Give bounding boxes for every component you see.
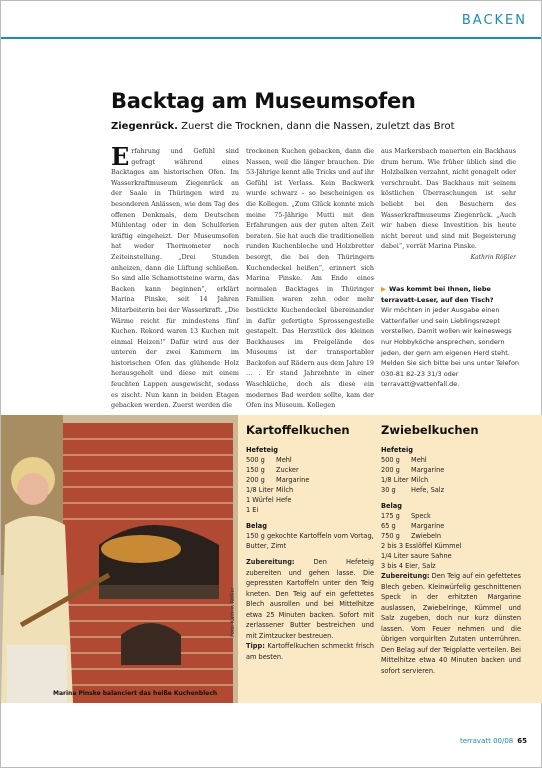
topping-text: 150 g gekochte Kartoffeln vom Vortag, Butter, Zimt bbox=[246, 532, 374, 550]
ingredient-name: Mehl bbox=[411, 456, 427, 464]
ingredient-qty: 175 g bbox=[381, 512, 400, 520]
instructions bbox=[381, 571, 521, 676]
instructions-text: Den Teig auf ein gefettetes Blech geben. Kleinwürfelig geschnittenen Speck in der erhitzten Margarine auslassen, Zwiebelringe, Kümmel und Salz zugeben, doch nur kurz dünsten lassen. Vom Feuer nehmen und die übrigen vorquirlten Zutaten unterrühren. Den Belag auf der Teigplatte verteilen. Bei Mittelhitze etwa 40 Minuten backen und sofort servieren. bbox=[381, 572, 522, 675]
ingredient-row bbox=[246, 475, 374, 485]
dough-heading: Hefeteig bbox=[246, 446, 278, 454]
ingredient-row bbox=[381, 455, 521, 465]
instructions-label: Zubereitung: bbox=[246, 558, 295, 566]
subline-place: Ziegenrück. bbox=[111, 121, 178, 132]
ingredient-row bbox=[246, 485, 374, 495]
ingredient-name: Margarine bbox=[276, 476, 310, 484]
article-column-1 bbox=[111, 142, 239, 411]
subline-text: Zuerst die Trocknen, dann die Nassen, zuletzt das Brot bbox=[177, 121, 455, 132]
ingredient-name: Hefe bbox=[276, 496, 292, 504]
ingredient-name: Hefe, Salz bbox=[411, 486, 445, 494]
ingredient-name: Speck bbox=[411, 512, 431, 520]
topping-heading: Belag bbox=[246, 522, 267, 530]
photo-credit: Foto: Kathrin Rößler bbox=[230, 587, 236, 637]
dough-heading: Hefeteig bbox=[381, 446, 413, 454]
page-footer bbox=[460, 737, 527, 745]
tip-label: Tipp: bbox=[246, 642, 265, 650]
ingredient-row bbox=[381, 465, 521, 475]
ingredient-qty: 750 g bbox=[381, 532, 400, 540]
ingredient-name: Zwiebeln bbox=[411, 532, 442, 540]
article-text-3: aus Markersbach mauerten ein Backhaus drum herum. Wie früher üblich sind die Holzbalken verzahnt, nicht genagelt oder verschraubt. Das Backhaus mit seinem köstlichen Überraschungen ist sehr beliebt bei den Besuchern des Wasserkraftmuseums Ziegenrück. „Auch wir haben diese Investition bis heute nicht bereut und sind mit Begeisterung dabei“, verrät Marina Pinske. bbox=[381, 147, 516, 251]
ingredient-line: 2 bis 3 Esslöffel Kümmel bbox=[381, 542, 462, 550]
ingredient-qty: 150 g bbox=[246, 466, 265, 474]
ingredient-qty: 200 g bbox=[246, 476, 265, 484]
ingredient-qty: 30 g bbox=[381, 486, 396, 494]
ingredient-row bbox=[381, 475, 521, 485]
ingredient-qty: 65 g bbox=[381, 522, 396, 530]
ingredient-qty: 1 Ei bbox=[246, 506, 259, 514]
ingredient-qty: 1 Würfel bbox=[246, 496, 274, 504]
ingredient-row bbox=[246, 495, 374, 505]
ingredient-row bbox=[381, 521, 521, 531]
section-label: BACKEN bbox=[461, 13, 527, 28]
ingredient-qty: 500 g bbox=[246, 456, 265, 464]
ingredient-name: Margarine bbox=[411, 522, 445, 530]
article-text-1: rfahrung und Gefühl sind gefragt während eines Backtages am historischen Ofen. Im Wasserkraftmuseum Ziegenrück an der Saale in Thüringen wird zu besonderen Anlässen, wie dem Tag des offenen Denkmals, dem Deutschen Mühlentag oder in den Schulferien kräftig eingeheizt. Der Museumsofen hat weder Thermometer noch Zeiteinstellung. „Drei Stunden anheizen, dann die Lüftung schließen. So sind alle Schamottsteine warm, das Backen kann beginnen“, erklärt Marina Pinske, seit 14 Jahren Mitarbeiterin bei der Wasserkraft. „Die Wärme reicht für mindestens fünf Kuchen. Rekord waren 13 Kuchen mit einmal Heizen!“ Dafür wird aus der unteren der zwei Kammern im historischen Ofen das glühende Holz herausgeholt und diese mit einem feuchten Lappen ausgewischt, sodass es zischt. Nun kann in beiden Etagen gebacken werden. Zuerst werden die bbox=[111, 147, 239, 410]
ingredient-name: Mehl bbox=[276, 456, 292, 464]
ingredient-row bbox=[381, 511, 521, 521]
headline: Backtag am Museumsofen bbox=[111, 89, 416, 113]
reader-infobox bbox=[381, 284, 521, 390]
ingredient-name: Zucker bbox=[276, 466, 299, 474]
ingredient-qty: 1/8 Liter bbox=[246, 486, 274, 494]
ingredient-line: 1/4 Liter saure Sahne bbox=[381, 552, 452, 560]
top-rule bbox=[1, 37, 541, 39]
author-byline: Kathrin Rößler bbox=[470, 253, 516, 261]
ingredient-qty: 500 g bbox=[381, 456, 400, 464]
article-column-2: trockenen Kuchen gebacken, dann die Nassen, weil die länger brauchen. Die 53-Jährige kennt alle Tricks und auf ihr Gefühl ist Verlass. Kein Backwerk wurde schwarz – so bescheinigen es die Kollegen. „Zum Glück konnte mich meine 75-Jährige Mutti mit den Erfahrungen aus der guten alten Zeit beraten. Sie hat auch die traditionellen runden Kuchenbleche und Holzbretter besorgt, die bei den Thüringern Kuchendeckel heißen“, erinnert sich Marina Pinske. Am Ende eines normalen Backtages in Thüringer Familien waren zehn oder mehr bestückte Kuchendeckel übereinander in dafür gefertigte Sprossengestelle gestapelt. Das Herzstück des kleinen Backhauses im Freigelände des Museums ist der transportabler Backofen auf Rädern aus dem Jahre 19 … . Er stand Jahrzehnte in einer Waschküche, doch als diese ein modernes Bad werden sollte, kam der Ofen ins Museum. Kollegen bbox=[246, 147, 374, 410]
ingredient-name: Milch bbox=[276, 486, 294, 494]
ingredient-row bbox=[246, 505, 374, 515]
photo-caption: Marina Pinske balanciert das heiße Kuchenblech bbox=[53, 690, 218, 697]
ingredient-qty: 1/8 Liter bbox=[381, 476, 409, 484]
tip-text: Kartoffelkuchen schmeckt frisch am besten. bbox=[246, 642, 374, 661]
magazine-issue: terravatt 00/08 bbox=[459, 737, 514, 745]
recipe-zwiebelkuchen bbox=[381, 423, 521, 676]
recipe-title: Zwiebelkuchen bbox=[381, 423, 479, 437]
ingredient-qty: 200 g bbox=[381, 466, 400, 474]
instructions bbox=[246, 557, 374, 662]
baking-photo bbox=[1, 415, 238, 703]
ingredient-line: 3 bis 4 Eier, Salz bbox=[381, 562, 436, 570]
recipe-title: Kartoffelkuchen bbox=[246, 423, 350, 437]
page-number: 65 bbox=[517, 737, 527, 745]
ingredient-row bbox=[381, 531, 521, 541]
ingredient-row bbox=[246, 455, 374, 465]
dropcap: E bbox=[111, 142, 130, 171]
instructions-text: Den Hefeteig zubereiten und gehen lasse. Die gepressten Kartoffeln unter den Teig kneten. Den Teig auf ein gefettetes Blech ausrollen und bei Mittelhitze etwa 25 Minuten backen. Sofort mit zerlassener Butter bestreichen und mit Zimtzucker bestreuen. bbox=[246, 558, 374, 640]
ingredient-row bbox=[381, 485, 521, 495]
infobox-question: Was kommt bei Ihnen, liebe terravatt-Leser, auf den Tisch? bbox=[381, 285, 494, 304]
arrow-icon: ▶ bbox=[381, 285, 386, 293]
ingredient-name: Margarine bbox=[411, 466, 445, 474]
ingredient-name: Milch bbox=[411, 476, 429, 484]
article-column-3 bbox=[381, 146, 516, 264]
recipe-kartoffelkuchen bbox=[246, 423, 374, 662]
infobox-text: Wir möchten in jeder Ausgabe einen Vattenfaller und sein Lieblingsrezept vorstellen. Damit wollen wir keineswegs nur Hobbyköche ansprechen, sondern jeden, der gern am eigenen Herd steht. Melden Sie sich bitte bei uns unter Telefon 030-81 82-23 31/3 oder terravatt@vattenfall.de. bbox=[381, 306, 520, 389]
ingredient-row bbox=[246, 465, 374, 475]
topping-heading: Belag bbox=[381, 502, 402, 510]
subline bbox=[111, 121, 531, 132]
instructions-label: Zubereitung: bbox=[381, 572, 430, 580]
